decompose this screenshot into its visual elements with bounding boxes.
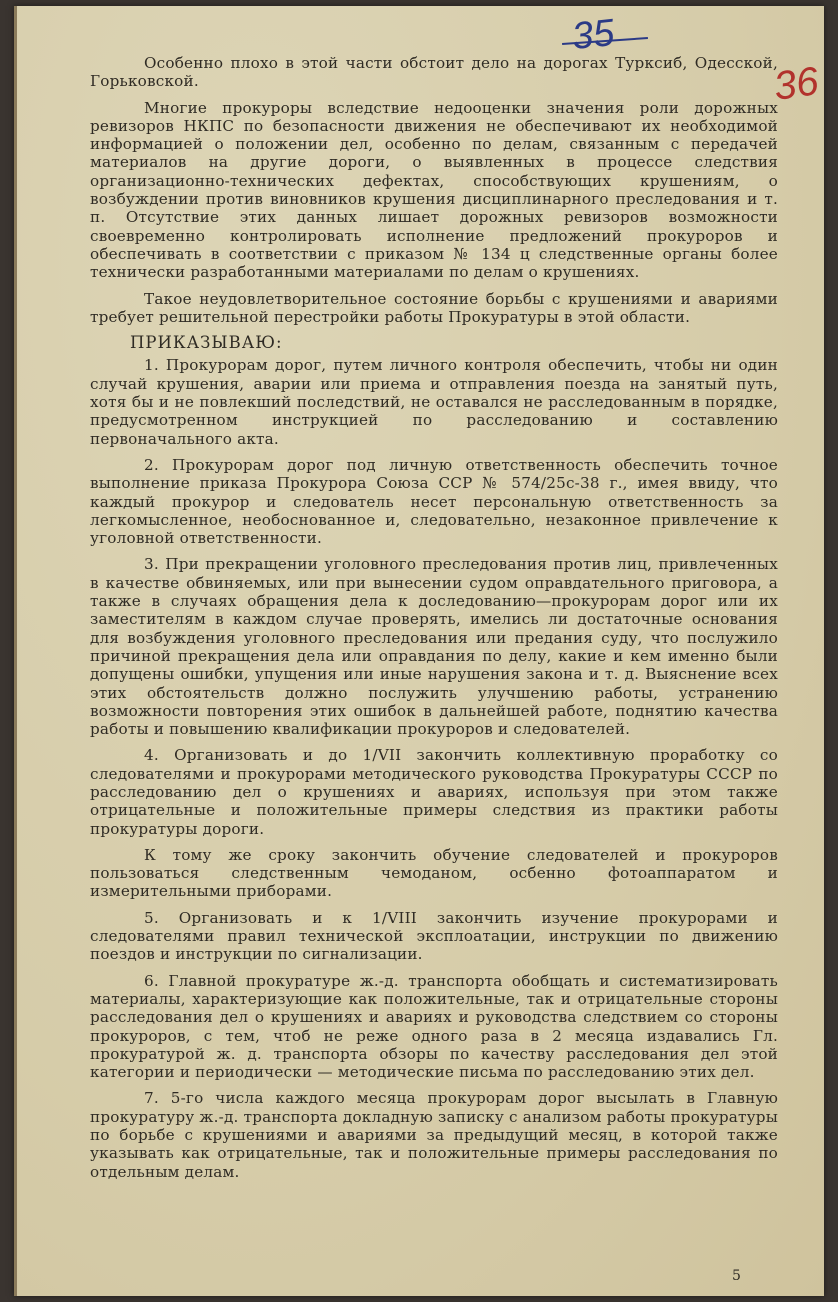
order-item-4-continued: К тому же сроку закончить обучение следователей и прокуроров пользоваться следственным чемоданом, осбенно фотоаппаратом и измерительными приборами.: [90, 845, 778, 901]
order-item-4: 4. Организовать и до 1/VII закончить коллективную проработку со следователями и прокурорами методического руководства Прокуратуры СССР по расследованию дел о крушениях и авариях, используя при этом также отрицательные и положительные примеры следствия из практики работы прокуратуры дороги.: [90, 746, 778, 838]
order-item-7: 7. 5-го числа каждого месяца прокурорам дорог высылать в Главную прокуратуру ж.-д. транспорта докладную записку с анализом работы прокуратуры по борьбе с крушениями и авариями за предыдущий месяц, в которой также указывать как отрицательные, так и положительные примеры расследования по отдельным делам.: [90, 1089, 778, 1181]
paragraph-state: Такое неудовлетворительное состояние борьбы с крушениями и авариями требует решительной перестройки работы Прокуратуры в этой области.: [90, 289, 778, 326]
order-item-2: 2. Прокурорам дорог под личную ответственность обеспечить точное выполнение приказа Прокурора Союза ССР № 574/25с-38 г., имея ввиду, что каждый прокурор и следователь несет персональную ответственность за легкомысленное, необоснованное и, следовательно, незаконное привлечение к уголовной ответственности.: [90, 455, 778, 548]
order-heading: ПРИКАЗЫВАЮ:: [130, 333, 283, 353]
paragraph-intro: Особенно плохо в этой части обстоит дело на дорогах Турксиб, Одесской, Горьковской.: [90, 54, 778, 91]
handwritten-page-number-red: 36: [770, 59, 821, 109]
paragraph-revisors: Многие прокуроры вследствие недооценки значения роли дорожных ревизоров НКПС по безопасности движения не обеспечивают их необходимой информацией о положении дел, особенно по делам, связанным с передачей материалов на другие дороги, о выявленных в процессе следствия организационно-технических дефектах, способствующих крушениям, о возбуждении против виновников крушения дисциплинарного преследования и т. п. Отсутствие этих данных лишает дорожных ревизоров возможности своевременно контролировать исполнение предложений прокуроров и обеспечивать в соответствии с приказом № 134 ц следственные органы более технически разработанными материалами по делам о крушениях.: [90, 98, 778, 282]
document-body: [90, 54, 778, 1189]
page-number: 5: [732, 1268, 741, 1284]
handwritten-page-number-blue: 35: [569, 11, 617, 59]
order-item-6: 6. Главной прокуратуре ж.-д. транспорта обобщать и систематизировать материалы, характеризующие как положительные, так и отрицательные стороны расследования дел о крушениях и авариях и руководства следствием со стороны прокуроров, с тем, чтоб не реже одного раза в 2 месяца издавались Гл. прокуратурой ж. д. транспорта обзоры по качеству расследования дел этой категории и периодически — методические письма по расследованию этих дел.: [90, 971, 778, 1082]
document-page: [14, 6, 824, 1296]
page-edge: [14, 6, 17, 1296]
order-item-3: 3. При прекращении уголовного преследования против лиц, привлеченных в качестве обвиняемых, или при вынесении судом оправдательного приговора, а также в случаях обращения дела к доследованию—прокурорам дорог или их заместителям в каждом случае проверять, имелись ли достаточные основания для возбуждения уголовного преследования или предания суду, что послужило причиной прекращения дела или оправдания по делу, какие и кем именно были допущены ошибки, упущения или иные нарушения закона и т. д. Выяснение всех этих обстоятельств должно послужить улучшению работы, устранению возможности повторения этих ошибок в дальнейшей работе, поднятию качества работы и повышению квалификации прокуроров и следователей.: [90, 555, 778, 739]
order-item-1: 1. Прокурорам дорог, путем личного контроля обеспечить, чтобы ни один случай крушения, аварии или приема и отправления поезда на занятый путь, хотя бы и не повлекший последствий, не оставался не расследованным в порядке, предусмотренном инструкцией по расследованию и составлению первоначального акта.: [90, 356, 778, 448]
order-item-5: 5. Организовать и к 1/VIII закончить изучение прокурорами и следователями правил технической эксплоатации, инструкции по движению поездов и инструкции по сигнализации.: [90, 908, 778, 964]
